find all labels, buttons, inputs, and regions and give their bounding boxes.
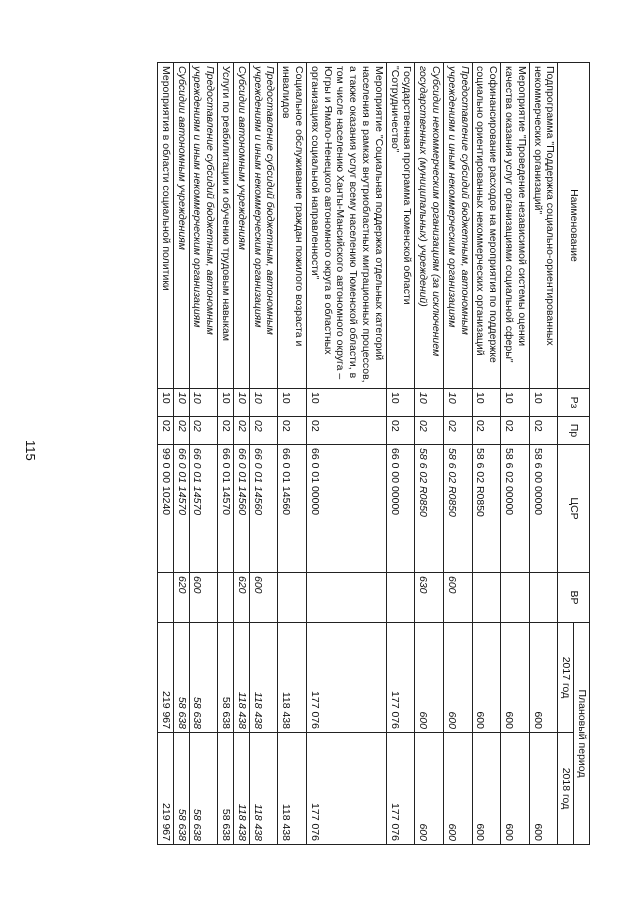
cell-csr: 58 6 00 00000 — [529, 445, 558, 573]
cell-rz: 10 — [189, 389, 218, 417]
cell-name: Субсидии автономным учреждениям — [173, 63, 189, 389]
table-row — [218, 63, 234, 845]
cell-name: Субсидии автономным учреждениям — [234, 63, 250, 389]
cell-vr — [278, 573, 307, 623]
cell-vr — [386, 573, 415, 623]
header-pr: Пр — [558, 417, 590, 445]
cell-name: Услуги по реабилитации и обучению трудовым навыкам — [218, 63, 234, 389]
cell-vr: 630 — [415, 573, 444, 623]
table-row — [173, 63, 189, 845]
header-planned-period: Плановый период — [574, 623, 590, 845]
cell-vr: 600 — [189, 573, 218, 623]
cell-name: Государственная программа Тюменской области "Сотрудничество" — [386, 63, 415, 389]
cell-name: Предоставление субсидий бюджетным, автономным учреждениям и иным некоммерческим организациям — [444, 63, 473, 389]
cell-rz: 10 — [444, 389, 473, 417]
cell-vr: 620 — [173, 573, 189, 623]
cell-y2017: 600 — [444, 623, 473, 733]
cell-name: Подпрограмма "Поддержка социально-ориентированных некоммерческих организаций" — [529, 63, 558, 389]
cell-pr: 02 — [278, 417, 307, 445]
cell-y2018: 58 638 — [173, 733, 189, 845]
cell-y2018: 600 — [415, 733, 444, 845]
cell-vr — [307, 573, 387, 623]
table-row — [444, 63, 473, 845]
cell-vr — [218, 573, 234, 623]
cell-csr: 99 0 00 10240 — [158, 445, 174, 573]
table-row — [158, 63, 174, 845]
header-name: Наименование — [558, 63, 590, 389]
cell-y2018: 219 967 — [158, 733, 174, 845]
cell-rz: 10 — [307, 389, 387, 417]
cell-csr: 58 6 02 00000 — [501, 445, 530, 573]
cell-name: Мероприятие "Проведение независимой системы оценки качества оказания услуг организациями социальной сферы" — [501, 63, 530, 389]
cell-y2018: 58 638 — [189, 733, 218, 845]
rotated-table-container — [115, 62, 590, 844]
cell-name: Мероприятия в области социальной политики — [158, 63, 174, 389]
cell-y2018: 177 076 — [386, 733, 415, 845]
table-row — [472, 63, 501, 845]
cell-y2017: 177 076 — [307, 623, 387, 733]
cell-csr: 66 0 01 14560 — [278, 445, 307, 573]
cell-y2017: 600 — [501, 623, 530, 733]
cell-y2018: 177 076 — [307, 733, 387, 845]
cell-csr: 58 6 02 R0850 — [472, 445, 501, 573]
cell-pr: 02 — [444, 417, 473, 445]
header-rz: Рз — [558, 389, 590, 417]
cell-rz: 10 — [218, 389, 234, 417]
cell-csr: 66 0 01 14570 — [218, 445, 234, 573]
cell-pr: 02 — [386, 417, 415, 445]
cell-rz: 10 — [472, 389, 501, 417]
cell-csr: 58 6 02 R0850 — [415, 445, 444, 573]
cell-csr: 66 0 01 14560 — [234, 445, 250, 573]
cell-csr: 66 0 01 00000 — [307, 445, 387, 573]
cell-y2017: 58 638 — [173, 623, 189, 733]
page-number: 115 — [23, 440, 38, 461]
cell-y2017: 600 — [529, 623, 558, 733]
cell-vr — [472, 573, 501, 623]
cell-name: Предоставление субсидий бюджетным, автономным учреждениям и иным некоммерческим организациям — [249, 63, 278, 389]
cell-pr: 02 — [158, 417, 174, 445]
cell-pr: 02 — [472, 417, 501, 445]
table-row — [501, 63, 530, 845]
cell-y2017: 118 438 — [249, 623, 278, 733]
cell-y2017: 600 — [472, 623, 501, 733]
cell-y2017: 118 438 — [234, 623, 250, 733]
table-body — [158, 63, 558, 845]
table-row — [307, 63, 387, 845]
header-row-1 — [574, 63, 590, 845]
cell-pr: 02 — [173, 417, 189, 445]
cell-pr: 02 — [415, 417, 444, 445]
cell-name: Предоставление субсидий бюджетным, автономным учреждениям и иным некоммерческим организациям — [189, 63, 218, 389]
table-row — [386, 63, 415, 845]
cell-pr: 02 — [249, 417, 278, 445]
cell-rz: 10 — [249, 389, 278, 417]
table-row — [234, 63, 250, 845]
budget-table — [157, 62, 590, 845]
cell-rz: 10 — [386, 389, 415, 417]
cell-csr: 66 0 01 14570 — [173, 445, 189, 573]
cell-rz: 10 — [501, 389, 530, 417]
cell-y2018: 600 — [444, 733, 473, 845]
cell-csr: 66 0 01 14560 — [249, 445, 278, 573]
cell-vr: 600 — [249, 573, 278, 623]
cell-y2017: 600 — [415, 623, 444, 733]
table-row — [529, 63, 558, 845]
table-row — [249, 63, 278, 845]
cell-vr — [158, 573, 174, 623]
header-year-2017: 2017 год — [558, 623, 574, 733]
header-csr: ЦСР — [558, 445, 590, 573]
cell-y2017: 177 076 — [386, 623, 415, 733]
cell-rz: 10 — [415, 389, 444, 417]
cell-pr: 02 — [189, 417, 218, 445]
cell-pr: 02 — [529, 417, 558, 445]
cell-y2017: 118 438 — [278, 623, 307, 733]
table-row — [415, 63, 444, 845]
cell-y2017: 58 638 — [218, 623, 234, 733]
cell-y2018: 600 — [472, 733, 501, 845]
cell-csr: 66 0 00 00000 — [386, 445, 415, 573]
cell-y2017: 219 967 — [158, 623, 174, 733]
cell-pr: 02 — [307, 417, 387, 445]
cell-y2017: 58 638 — [189, 623, 218, 733]
cell-rz: 10 — [529, 389, 558, 417]
table-row — [189, 63, 218, 845]
cell-rz: 10 — [234, 389, 250, 417]
cell-rz: 10 — [278, 389, 307, 417]
cell-vr — [501, 573, 530, 623]
cell-pr: 02 — [234, 417, 250, 445]
cell-y2018: 600 — [501, 733, 530, 845]
cell-name: Мероприятие "Социальная поддержка отдельных категорий населения в рамках внутриобластных миграционных процессов, а также оказания услуг всему населению Тюменской области, в том числе населению Ханты-Мансийского автономного округа – Югры и Ямало-Ненецкого автономного округа в областных организациях социальной направленности" — [307, 63, 387, 389]
cell-name: Социальное обслуживание граждан пожилого возраста и инвалидов — [278, 63, 307, 389]
cell-csr: 58 6 02 R0850 — [444, 445, 473, 573]
header-vr: ВР — [558, 573, 590, 623]
cell-y2018: 118 438 — [249, 733, 278, 845]
cell-pr: 02 — [218, 417, 234, 445]
cell-csr: 66 0 01 14570 — [189, 445, 218, 573]
cell-y2018: 118 438 — [234, 733, 250, 845]
cell-y2018: 118 438 — [278, 733, 307, 845]
cell-pr: 02 — [501, 417, 530, 445]
cell-vr: 600 — [444, 573, 473, 623]
header-year-2018: 2018 год — [558, 733, 574, 845]
cell-vr: 620 — [234, 573, 250, 623]
cell-vr — [529, 573, 558, 623]
table-row — [278, 63, 307, 845]
cell-rz: 10 — [158, 389, 174, 417]
cell-name: Софинансирование расходов на мероприятия по поддержке социально ориентированных некоммерческих организаций — [472, 63, 501, 389]
cell-rz: 10 — [173, 389, 189, 417]
cell-name: Субсидии некоммерческим организациям (за исключением государственных (муниципальных) учреждений) — [415, 63, 444, 389]
cell-y2018: 600 — [529, 733, 558, 845]
cell-y2018: 58 638 — [218, 733, 234, 845]
